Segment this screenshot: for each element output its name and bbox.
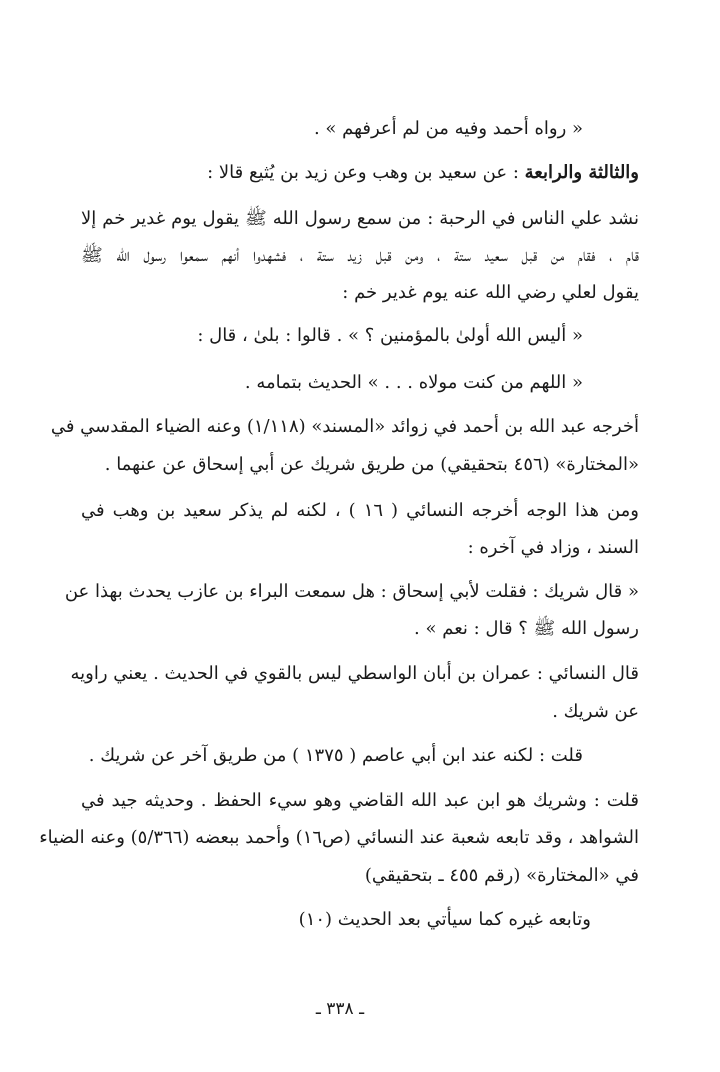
text-line: في «المختارة» (رقم ٤٥٥ ـ بتحقيقي) [364, 865, 639, 886]
text-line: نشد علي الناس في الرحبة : من سمع رسول الله ﷺ يقول يوم غدير خم إلا [81, 208, 639, 229]
quote-line: « قال شريك : فقلت لأبي إسحاق : هل سمعت البراء بن عازب يحدث بهذا عن [64, 581, 639, 602]
text-line: ومن هذا الوجه أخرجه النسائي ( ١٦ ) ، لكنه لم يذكر سعيد بن وهب في [81, 500, 639, 521]
page-number: ـ ٣٣٨ ـ [315, 999, 365, 1019]
text-line: « رواه أحمد وفيه من لم أعرفهم » . [313, 118, 583, 139]
quote-line: « اللهم من كنت مولاه . . . » الحديث بتمامه . [244, 372, 583, 393]
text-line: الشواهد ، وقد تابعه شعبة عند النسائي (ص١٦) وأحمد ببعضه (٥/٣٦٦) وعنه الضياء [39, 827, 639, 848]
section-heading-line: والثالثة والرابعة : عن سعيد بن وهب وعن زيد بن يُثيع قالا : [207, 162, 639, 183]
quote-line: رسول الله ﷺ ؟ قال : نعم » . [414, 618, 639, 639]
text-line: عن شريك . [552, 701, 639, 722]
text-line: قلت : وشريك هو ابن عبد الله القاضي وهو سيء الحفظ . وحديثه جيد في [81, 790, 639, 811]
text-line: قلت : لكنه عند ابن أبي عاصم ( ١٣٧٥ ) من طريق آخر عن شريك . [88, 745, 583, 766]
text-line: «المختارة» (٤٥٦ بتحقيقي) من طريق شريك عن أبي إسحاق عن عنهما . [104, 454, 639, 475]
text-line: وتابعه غيره كما سيأتي بعد الحديث (١٠) [298, 909, 591, 930]
text-line: قال النسائي : عمران بن أبان الواسطي ليس بالقوي في الحديث . يعني راويه [70, 663, 639, 684]
text-line: السند ، وزاد في آخره : [467, 537, 639, 558]
text-line: قام ، فقام من قبل سعيد ستة ، ومن قبل زيد ستة ، فشهدوا أنهم سمعوا رسول الله ﷺ [81, 245, 639, 266]
text-line: أخرجه عبد الله بن أحمد في زوائد «المسند» (١/١١٨) وعنه الضياء المقدسي في [50, 416, 639, 437]
quote-line: « أليس الله أولىٰ بالمؤمنين ؟ » . قالوا : بلىٰ ، قال : [197, 325, 583, 346]
section-heading-lead: والثالثة والرابعة [524, 162, 639, 183]
text-line: يقول لعلي رضي الله عنه يوم غدير خم : [342, 282, 639, 303]
